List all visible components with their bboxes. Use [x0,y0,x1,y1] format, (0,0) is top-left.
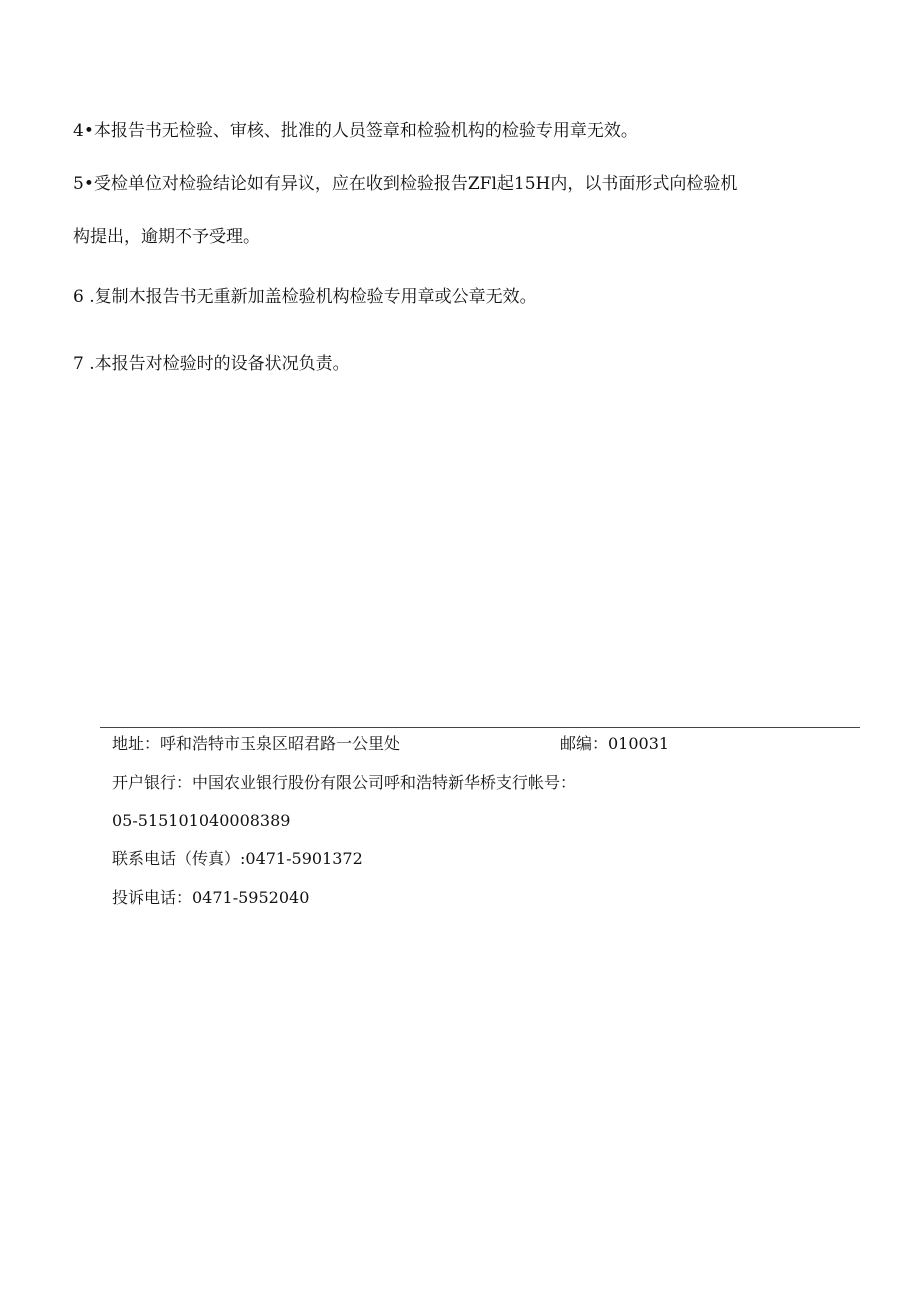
footer-divider [100,727,860,728]
footer-address: 地址：呼和浩特市玉泉区昭君路一公里处 [112,734,401,753]
note-item-5-line-2: 构提出，逾期不予受理。 [73,227,260,247]
footer-postcode: 邮编：010031 [560,734,670,753]
note-item-4: 4•本报告书无检验、审核、批准的人员签章和检验机构的检验专用章无效。 [73,121,638,141]
footer-bank: 开户银行：中国农业银行股份有限公司呼和浩特新华桥支行帐号： [112,773,577,792]
footer-account-number: 05-515101040008389 [112,811,291,830]
note-item-7: 7 .本报告对检验时的设备状况负责。 [73,354,350,374]
footer-phone-fax: 联系电话（传真）:0471-5901372 [112,849,363,868]
footer-complaint-phone: 投诉电话：0471-5952040 [112,888,310,907]
note-item-5-line-1: 5•受检单位对检验结论如有异议，应在收到检验报告ZFl起15H内，以书面形式向检验机 [73,174,738,194]
note-item-6: 6 .复制木报告书无重新加盖检验机构检验专用章或公章无效。 [73,287,537,307]
